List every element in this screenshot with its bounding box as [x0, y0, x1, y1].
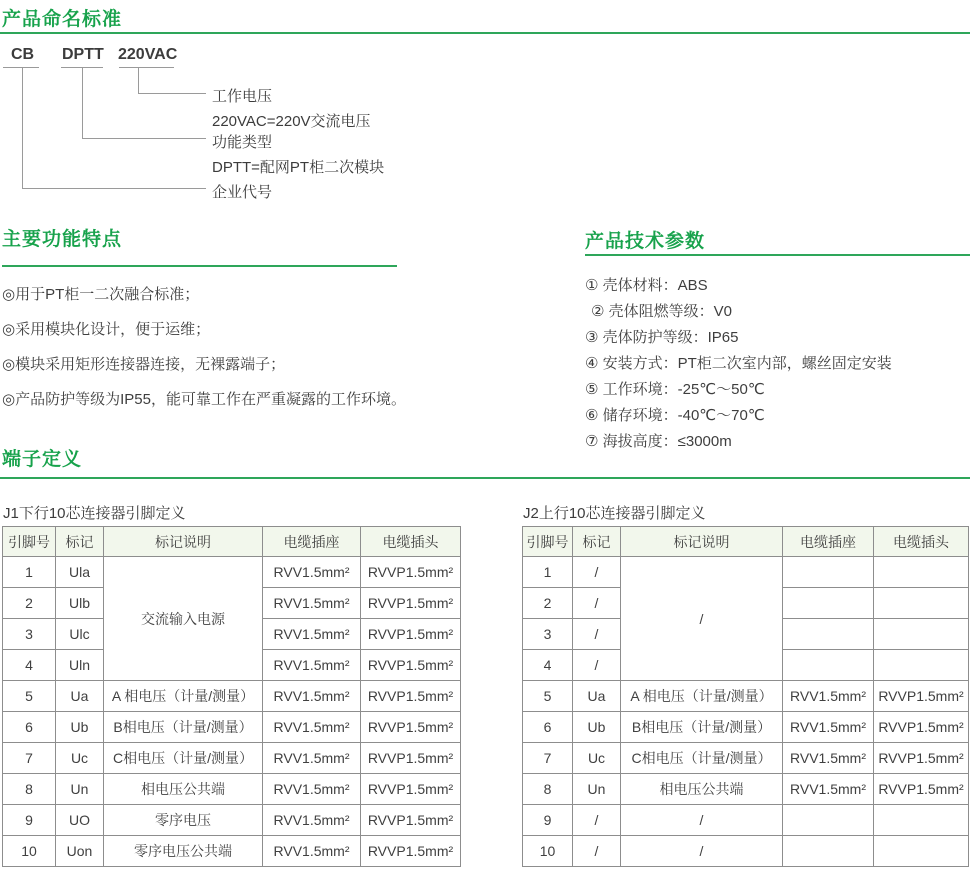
table-cell: / [573, 619, 621, 650]
table-row [523, 712, 969, 743]
table-cell: Ub [56, 712, 104, 743]
table-cell: Ulc [56, 619, 104, 650]
table-cell: Un [573, 774, 621, 805]
table-cell: 4 [523, 650, 573, 681]
table-cell: RVV1.5mm² [263, 836, 361, 867]
table-cell: 零序电压公共端 [104, 836, 263, 867]
table-cell: / [573, 557, 621, 588]
table-cell: RVVP1.5mm² [874, 681, 969, 712]
table-cell: / [621, 805, 783, 836]
table-cell: Ulb [56, 588, 104, 619]
table-row [3, 805, 461, 836]
spec-item: ③ 壳体防护等级：IP65 [585, 329, 739, 346]
table-cell: RVVP1.5mm² [361, 712, 461, 743]
table-cell: RVV1.5mm² [263, 743, 361, 774]
table-row [3, 774, 461, 805]
table-cell: / [573, 836, 621, 867]
feature-item: ◎产品防护等级为IP55，能可靠工作在严重凝露的工作环境。 [2, 391, 406, 408]
column-header: 标记说明 [621, 527, 783, 557]
table-row [523, 743, 969, 774]
table-cell: / [621, 557, 783, 681]
table-cell [874, 836, 969, 867]
table-cell: RVV1.5mm² [263, 619, 361, 650]
spec-item: ⑤ 工作环境：-25℃～50℃ [585, 381, 765, 398]
table-cell: 5 [3, 681, 56, 712]
table-cell: Uc [56, 743, 104, 774]
table-cell: 相电压公共端 [621, 774, 783, 805]
table-row [523, 836, 969, 867]
table-row [3, 836, 461, 867]
column-header: 电缆插头 [361, 527, 461, 557]
table-cell: 10 [3, 836, 56, 867]
table-cell: RVV1.5mm² [263, 650, 361, 681]
table-row [3, 557, 461, 588]
terminals-section-title: 端子定义 [2, 449, 83, 470]
terminals-section-rule [0, 477, 970, 479]
pin-table-j1 [2, 526, 461, 867]
table-cell [874, 557, 969, 588]
table-cell: / [573, 650, 621, 681]
table-cell: RVVP1.5mm² [361, 743, 461, 774]
table-cell: C相电压（计量/测量） [621, 743, 783, 774]
table-row [3, 681, 461, 712]
column-header: 引脚号 [523, 527, 573, 557]
table-row [523, 681, 969, 712]
table-cell: Ua [573, 681, 621, 712]
naming-code-voltage: 220VAC [118, 46, 178, 63]
spec-item: ② 壳体阻燃等级：V0 [591, 303, 732, 320]
table-cell: 零序电压 [104, 805, 263, 836]
table-cell: / [621, 836, 783, 867]
table-cell: 3 [3, 619, 56, 650]
table-cell: 5 [523, 681, 573, 712]
spec-item: ① 壳体材料：ABS [585, 277, 708, 294]
table-cell: 2 [523, 588, 573, 619]
table-header-row [3, 527, 461, 557]
table-cell: RVVP1.5mm² [361, 805, 461, 836]
table-cell: Uln [56, 650, 104, 681]
table-cell: C相电压（计量/测量） [104, 743, 263, 774]
table-cell [874, 588, 969, 619]
table-cell: 9 [523, 805, 573, 836]
table-cell [874, 805, 969, 836]
connector-line-company [22, 68, 206, 189]
table-cell: / [573, 805, 621, 836]
table-cell: RVV1.5mm² [263, 712, 361, 743]
table-cell: RVVP1.5mm² [361, 836, 461, 867]
feature-list [2, 287, 406, 427]
pin-table-j2 [522, 526, 969, 867]
table-cell: 3 [523, 619, 573, 650]
table-cell: RVV1.5mm² [263, 588, 361, 619]
table-cell: 8 [523, 774, 573, 805]
table-cell: RVV1.5mm² [263, 774, 361, 805]
table-cell: Uc [573, 743, 621, 774]
table-cell: 相电压公共端 [104, 774, 263, 805]
table-cell: Uon [56, 836, 104, 867]
label-func-type: 功能类型 [212, 134, 273, 151]
table-row [523, 774, 969, 805]
table-cell: RVV1.5mm² [263, 557, 361, 588]
table-cell: 1 [523, 557, 573, 588]
column-header: 标记说明 [104, 527, 263, 557]
feature-item: ◎用于PT柜一二次融合标准； [2, 286, 200, 303]
table-cell: RVV1.5mm² [263, 681, 361, 712]
table-cell: 9 [3, 805, 56, 836]
table-cell: 7 [3, 743, 56, 774]
table-cell [783, 805, 874, 836]
table-cell [783, 557, 874, 588]
table-cell: Ula [56, 557, 104, 588]
table-cell: RVVP1.5mm² [874, 712, 969, 743]
column-header: 引脚号 [3, 527, 56, 557]
table-cell: RVVP1.5mm² [361, 557, 461, 588]
table-cell: 8 [3, 774, 56, 805]
label-work-voltage: 工作电压 [212, 88, 273, 105]
label-work-voltage-desc: 220VAC=220V交流电压 [212, 113, 371, 130]
table-cell: RVVP1.5mm² [361, 619, 461, 650]
table-row [523, 557, 969, 588]
specs-section-rule [585, 254, 970, 256]
table-cell: B相电压（计量/测量） [104, 712, 263, 743]
table-row [3, 712, 461, 743]
table-cell: 1 [3, 557, 56, 588]
spec-item: ⑥ 储存环境：-40℃～70℃ [585, 407, 765, 424]
features-section-rule [2, 265, 397, 267]
table-cell: RVV1.5mm² [783, 743, 874, 774]
features-section-title: 主要功能特点 [2, 229, 123, 250]
table-j2-title: J2上行10芯连接器引脚定义 [523, 505, 706, 522]
table-cell: 6 [523, 712, 573, 743]
table-cell: RVVP1.5mm² [361, 774, 461, 805]
column-header: 标记 [56, 527, 104, 557]
naming-section-rule [0, 32, 970, 34]
table-cell: RVV1.5mm² [783, 681, 874, 712]
table-cell: RVVP1.5mm² [361, 588, 461, 619]
table-cell: Un [56, 774, 104, 805]
table-cell: 10 [523, 836, 573, 867]
spec-item: ⑦ 海拔高度：≤3000m [585, 433, 732, 450]
table-cell: 6 [3, 712, 56, 743]
spec-list [585, 278, 892, 460]
table-cell: A 相电压（计量/测量） [104, 681, 263, 712]
table-cell [783, 650, 874, 681]
feature-item: ◎采用模块化设计，便于运维； [2, 321, 211, 338]
column-header: 电缆插座 [783, 527, 874, 557]
label-company-code: 企业代号 [212, 184, 273, 201]
naming-code-function: DPTT [62, 46, 104, 63]
table-cell [874, 619, 969, 650]
table-cell: UO [56, 805, 104, 836]
table-cell [783, 836, 874, 867]
table-cell: RVVP1.5mm² [874, 743, 969, 774]
table-j1-title: J1下行10芯连接器引脚定义 [3, 505, 186, 522]
table-cell: 4 [3, 650, 56, 681]
table-cell: B相电压（计量/测量） [621, 712, 783, 743]
column-header: 标记 [573, 527, 621, 557]
spec-item: ④ 安装方式：PT柜二次室内部，螺丝固定安装 [585, 355, 892, 372]
table-cell: RVV1.5mm² [783, 712, 874, 743]
table-cell: RVV1.5mm² [783, 774, 874, 805]
table-cell: 7 [523, 743, 573, 774]
table-cell: RVVP1.5mm² [361, 650, 461, 681]
table-cell: / [573, 588, 621, 619]
table-cell [783, 619, 874, 650]
table-cell: A 相电压（计量/测量） [621, 681, 783, 712]
table-cell: RVVP1.5mm² [874, 774, 969, 805]
table-cell: Ub [573, 712, 621, 743]
specs-section-title: 产品技术参数 [585, 231, 706, 252]
feature-item: ◎模块采用矩形连接器连接，无裸露端子； [2, 356, 286, 373]
table-header-row [523, 527, 969, 557]
table-cell [783, 588, 874, 619]
table-cell: 2 [3, 588, 56, 619]
table-cell: RVV1.5mm² [263, 805, 361, 836]
table-cell: Ua [56, 681, 104, 712]
label-func-type-desc: DPTT=配网PT柜二次模块 [212, 159, 385, 176]
naming-section-title: 产品命名标准 [2, 9, 123, 30]
table-cell: RVVP1.5mm² [361, 681, 461, 712]
column-header: 电缆插座 [263, 527, 361, 557]
table-row [3, 743, 461, 774]
naming-code-company: CB [11, 46, 35, 63]
table-cell: 交流输入电源 [104, 557, 263, 681]
table-cell [874, 650, 969, 681]
column-header: 电缆插头 [874, 527, 969, 557]
table-row [523, 805, 969, 836]
